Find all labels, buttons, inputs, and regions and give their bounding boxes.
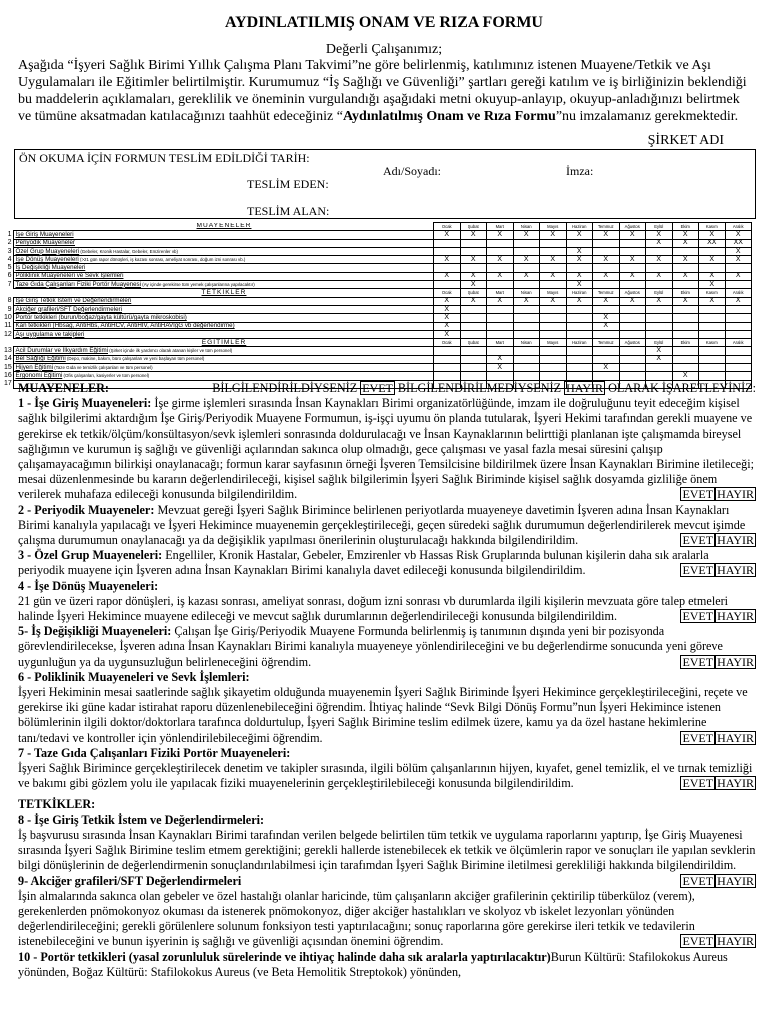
schedule-mark <box>513 322 540 330</box>
schedule-mark: X <box>725 297 752 305</box>
yes-no-boxes[interactable] <box>680 655 756 670</box>
schedule-mark: X <box>434 272 461 280</box>
name-label: Adı/Soyadı: <box>383 164 442 178</box>
schedule-mark: X <box>725 231 752 239</box>
schedule-mark <box>699 347 726 355</box>
schedule-mark <box>566 305 593 313</box>
schedule-mark: X <box>646 256 673 264</box>
schedule-mark <box>540 239 567 247</box>
schedule-mark: X <box>593 364 620 372</box>
schedule-mark <box>460 239 487 247</box>
schedule-mark <box>487 281 514 289</box>
schedule-mark: X <box>672 297 699 305</box>
schedule-mark <box>672 305 699 313</box>
table-row: 6 Poliklinik Muayeneleri ve Sevk İşlemleri X X X X X X X X X X X X <box>4 272 752 280</box>
schedule-mark <box>619 239 646 247</box>
schedule-mark <box>672 247 699 255</box>
schedule-mark: X <box>593 231 620 239</box>
schedule-mark: X <box>540 297 567 305</box>
evet-box[interactable]: EVET <box>682 533 714 548</box>
schedule-mark: X <box>540 231 567 239</box>
schedule-mark <box>593 330 620 338</box>
schedule-mark <box>725 372 752 380</box>
schedule-mark <box>593 372 620 380</box>
schedule-mark <box>487 305 514 313</box>
table-row: 11 Kan tetkikleri (Hbsag, AntiHbs, AntiHCV, AntiHIV, AntiHAVIgG vb değerlendirme) X X <box>4 322 752 330</box>
schedule-mark <box>699 305 726 313</box>
schedule-mark: XX <box>699 239 726 247</box>
evet-box[interactable]: EVET <box>682 873 714 888</box>
yes-no-boxes[interactable] <box>680 776 756 791</box>
schedule-mark <box>593 347 620 355</box>
schedule-mark <box>619 347 646 355</box>
schedule-mark <box>699 364 726 372</box>
schedule-mark <box>699 314 726 322</box>
schedule-mark <box>566 322 593 330</box>
evet-box[interactable]: EVET <box>682 654 714 669</box>
muayene-items <box>18 396 756 791</box>
delivery-date-label: ÖN OKUMA İÇİN FORMUN TESLİM EDİLDİĞİ TARİH: <box>19 151 310 165</box>
hayir-box[interactable]: HAYIR <box>717 776 754 791</box>
schedule-mark: X <box>460 231 487 239</box>
schedule-mark: X <box>672 372 699 380</box>
schedule-mark <box>699 330 726 338</box>
schedule-mark <box>566 314 593 322</box>
schedule-mark: X <box>593 272 620 280</box>
schedule-mark <box>566 355 593 363</box>
schedule-mark <box>646 314 673 322</box>
schedule-mark <box>487 347 514 355</box>
schedule-mark <box>540 247 567 255</box>
schedule-mark <box>646 305 673 313</box>
schedule-mark: X <box>646 231 673 239</box>
table-section-header: EĞİTİMLER Ocak Şubat Mart Nisan Mayıs Haziran Temmuz Ağustos Eylül Ekim Kasım Aralık <box>4 339 752 347</box>
schedule-mark <box>540 372 567 380</box>
schedule-mark: X <box>566 297 593 305</box>
schedule-mark <box>460 330 487 338</box>
schedule-mark: X <box>434 330 461 338</box>
schedule-mark: X <box>646 355 673 363</box>
consent-item: 7 - Taze Gıda Çalışanları Fiziki Portör Muayeneleri: İşyeri Sağlık Birimince gerçekleştirilecek denetim ve takipler sırasında, ilgili bölüm çalışanlarının hijyen, kıyafet, genel temizlik, el ve tırnak temizliği ve bakımı gibi gözlem yolu ile yapılacak fiziki muayenelerinin gerçekleştirilebileceği konusunda bilgilendirildim. EVET HAYIR <box>18 745 754 791</box>
schedule-mark <box>460 372 487 380</box>
table-row: 10 Portör tetkikleri (burun/boğaz/gayta kültürü/gayta mikroskobisi) X X <box>4 314 752 322</box>
schedule-mark: X <box>566 247 593 255</box>
yes-no-boxes[interactable] <box>680 731 756 746</box>
legend-hayir-box: HAYIR <box>566 381 604 395</box>
yes-no-boxes[interactable] <box>680 563 756 578</box>
schedule-mark <box>540 347 567 355</box>
schedule-mark: X <box>487 355 514 363</box>
schedule-mark <box>513 305 540 313</box>
schedule-mark <box>619 247 646 255</box>
schedule-mark <box>593 281 620 289</box>
table-row: 7 Taze Gıda Çalışanları Fiziki Portör Muayenesi (Ay içinde gerekirse tüm yemek çalışanlarına yapılacaktır) X X X <box>4 281 752 289</box>
received-by-label: TESLİM ALAN: <box>247 204 330 218</box>
hayir-box[interactable]: HAYIR <box>717 873 754 888</box>
schedule-mark <box>566 264 593 272</box>
schedule-mark <box>434 281 461 289</box>
schedule-mark: X <box>646 347 673 355</box>
evet-box[interactable]: EVET <box>682 934 714 949</box>
table-row: 13 Acil Durumlar ve İlkyardım Eğitimi (Şirket içinde ilk yardımcı olarak atanan kişiler ve tüm personel) X <box>4 347 752 355</box>
schedule-mark <box>566 364 593 372</box>
schedule-mark <box>540 355 567 363</box>
schedule-mark: X <box>619 272 646 280</box>
schedule-mark <box>460 322 487 330</box>
schedule-mark <box>460 247 487 255</box>
schedule-mark <box>460 305 487 313</box>
table-row: 17 <box>4 380 752 388</box>
schedule-mark: X <box>513 231 540 239</box>
schedule-mark: X <box>460 281 487 289</box>
consent-item: 1 - İşe Giriş Muayeneleri: İşe girme işlemleri sırasında İnsan Kaynakları Birimi organizatörlüğünde, imzam ile doğruluğunu teyit edeceğim kişisel sağlık bilgilerimi aktardığım İşe Giriş/Periyodik Muayene Formumun, iş-işçi uyumu ön planda tutularak, İşyeri Hekimi tarafından gerekli muayene ve gerekirse ek tetkik/ölçüm/konsültasyon/sevk işlemleri sonrasında doldurulacağı ve İnsan Kaynaklarının belirttiği planlanan işte çalışmamda bireysel sağlığımın ve kurumun iş sağlığı ve güvenliği açılarından sakınca olup olmadığı, gece çalışması ve yasal fazla mesai süresini çalışıp çalışamayacağımın bilirkişi onaylanacağı; formun karar sayfasının örneği İşveren Temsilcisine bildirilmek üzere İnsan Kaynakları Birimine iletileceği; mesai düzenlenmesinde bu kararın değerlendirileceği, kişisel sağlık bilgilerimin İşyeri Sağlık Biriminde kişisel sağlık dosyamda gizliliğe önem verilerek muhafaza edileceği konusunda bilgilendirildim. EVET HAYIR <box>18 396 755 502</box>
schedule-mark <box>593 305 620 313</box>
evet-box[interactable]: EVET <box>682 609 714 624</box>
schedule-mark <box>434 239 461 247</box>
schedule-mark: X <box>540 272 567 280</box>
schedule-mark: X <box>672 231 699 239</box>
schedule-mark <box>672 330 699 338</box>
form-title: AYDINLATILMIŞ ONAM VE RIZA FORMU <box>225 14 543 31</box>
schedule-mark <box>540 322 567 330</box>
schedule-mark <box>540 305 567 313</box>
schedule-mark <box>725 322 752 330</box>
legend-line <box>18 381 756 396</box>
consent-item: 9- Akciğer grafileri/SFT Değerlendirmeleri İşin almalarında sakınca olan gebeler ve özel hastalığı olanlar haricinde, tüm çalışanların akciğer grafilerinin çektirilip tüberküloz (verem), gerekenlerden pnömokonyoz okuması da istenerek pnömokonyoz, diğer akciğer hastalıkları ve skolyoz vb iskelet lezyonları yönünden değerlendirileceğini; gerekli görülenlere solunum fonksiyon testi yaptırılacağını; sonuç raporlarına göre gerekirse ileri tetkik ve tedavilerin istenebileceğini ve bunun işyerinin iş sağlığı ve güvenliği açısından önemini öğrendim. EVET HAYIR <box>18 873 754 949</box>
schedule-mark: X <box>593 322 620 330</box>
hayir-box[interactable]: HAYIR <box>717 934 754 949</box>
schedule-mark: X <box>619 297 646 305</box>
schedule-mark: X <box>699 281 726 289</box>
evet-box[interactable]: EVET <box>682 776 714 791</box>
table-row: 14 Bel Sağlığı Eğitimi (Depo, makine, bakım, büro çalışanları ve yeni başlayan tüm personel) X X <box>4 355 752 363</box>
schedule-mark <box>672 364 699 372</box>
schedule-mark <box>540 314 567 322</box>
table-row: 5 İş Değişikliği Muayeneleri <box>4 264 752 272</box>
schedule-mark: X <box>593 314 620 322</box>
schedule-mark <box>540 264 567 272</box>
yes-no-boxes[interactable] <box>680 874 756 889</box>
schedule-mark: X <box>487 364 514 372</box>
schedule-mark <box>593 239 620 247</box>
schedule-mark: X <box>540 256 567 264</box>
hayir-box[interactable]: HAYIR <box>717 654 754 669</box>
schedule-mark <box>672 355 699 363</box>
schedule-mark: X <box>699 272 726 280</box>
schedule-mark <box>619 305 646 313</box>
table-row: 1 İşe Giriş Muayeneleri X X X X X X X X X X X X <box>4 231 752 239</box>
schedule-mark: X <box>672 239 699 247</box>
schedule-mark <box>460 314 487 322</box>
table-row: 16 Ergonomi Eğitimi (Ofis çalışanları, kasiyerler ve tüm personel) X <box>4 372 752 380</box>
schedule-mark <box>619 322 646 330</box>
schedule-mark: X <box>646 272 673 280</box>
schedule-mark <box>513 355 540 363</box>
evet-box[interactable]: EVET <box>682 563 714 578</box>
schedule-mark <box>699 322 726 330</box>
schedule-mark <box>513 330 540 338</box>
schedule-mark <box>593 247 620 255</box>
greeting: Değerli Çalışanımız; <box>325 42 443 57</box>
schedule-mark <box>725 330 752 338</box>
consent-item: 8 - İşe Giriş Tetkik İstem ve Değerlendirmeleri: İş başvurusu sırasında İnsan Kaynakları Birimi tarafından verilen belgede belirtilen tüm tetkik ve uygulama raporlarını yaptırıp, İşe Giriş Muayenesi sırasında İşyeri Sağlık Birimine teslim etmem gerektiğini; gerekli hallerde istenebilecek ek tetkik ve ölçümlerin rapor ve sonuçları ile yapılan sevklerin bilgi dönüşlerinin de değerlendirmenin sonuçlandırılabilmesi için tarafımdan İşyeri Sağlık Birimine iletilmesi gerekliliği hakkında bilgilendirildim. EVET HAYIR <box>18 812 756 888</box>
table-row: 8 İşe Giriş Tetkik İstem ve Değerlendirmeleri X X X X X X X X X X X X <box>4 297 752 305</box>
schedule-mark <box>487 314 514 322</box>
schedule-mark <box>619 355 646 363</box>
schedule-mark <box>566 239 593 247</box>
schedule-mark <box>434 372 461 380</box>
signature-label: İmza: <box>566 164 594 178</box>
schedule-mark: X <box>487 256 514 264</box>
schedule-mark <box>699 372 726 380</box>
schedule-mark <box>725 364 752 372</box>
schedule-mark <box>566 372 593 380</box>
legend-instruction: BİLGİLENDİRİLDİYSENİZ EVET BİLGİLENDİRİLMEDİYSENİZ HAYIR OLARAK İŞARETLEYİNİZ: <box>212 381 756 395</box>
table-row: 3 Özel Grup Muayeneleri (Gebeler, Kronik Hastalar, Gebeler, Emzirenler vb) X X <box>4 247 752 255</box>
schedule-mark <box>540 364 567 372</box>
schedule-mark <box>646 281 673 289</box>
schedule-mark <box>593 355 620 363</box>
schedule-mark <box>487 247 514 255</box>
schedule-table <box>4 222 752 389</box>
schedule-mark <box>619 330 646 338</box>
schedule-mark: X <box>699 297 726 305</box>
schedule-mark: X <box>699 256 726 264</box>
schedule-mark <box>672 322 699 330</box>
schedule-mark: X <box>460 256 487 264</box>
hayir-box[interactable]: HAYIR <box>717 563 754 578</box>
schedule-mark: X <box>672 272 699 280</box>
schedule-mark <box>725 314 752 322</box>
schedule-mark: X <box>513 256 540 264</box>
schedule-mark: X <box>566 256 593 264</box>
schedule-mark: X <box>434 256 461 264</box>
schedule-mark <box>646 247 673 255</box>
consent-item: 10 - Portör tetkikleri (yasal zorunluluk sürelerinde ve ihtiyaç halinde daha sık aralarla yaptırılacaktır)Burun Kültürü: Stafilokokus Aureus yönünden, Boğaz Kültürü: Stafilokokus Aureus (ve Beta Hemolitik Streptokok) yönünden, <box>18 949 728 979</box>
schedule-mark <box>487 239 514 247</box>
schedule-mark <box>725 264 752 272</box>
schedule-mark: X <box>593 256 620 264</box>
consent-body <box>18 381 756 980</box>
schedule-mark <box>540 330 567 338</box>
hayir-box[interactable]: HAYIR <box>717 609 754 624</box>
schedule-mark <box>513 281 540 289</box>
schedule-mark <box>672 264 699 272</box>
schedule-mark <box>725 347 752 355</box>
schedule-mark: X <box>593 297 620 305</box>
schedule-mark <box>699 247 726 255</box>
hayir-box[interactable]: HAYIR <box>717 487 754 502</box>
schedule-mark <box>725 281 752 289</box>
schedule-mark <box>619 364 646 372</box>
hayir-box[interactable]: HAYIR <box>717 533 754 548</box>
table-row: 2 Periyodik Muayeneler X X XX XX <box>4 239 752 247</box>
schedule-mark: X <box>434 231 461 239</box>
schedule-mark <box>487 322 514 330</box>
schedule-mark: X <box>725 256 752 264</box>
schedule-mark: X <box>566 272 593 280</box>
schedule-mark <box>619 281 646 289</box>
schedule-mark <box>619 264 646 272</box>
schedule-mark: X <box>434 322 461 330</box>
schedule-mark <box>434 247 461 255</box>
delivery-box <box>14 149 756 219</box>
schedule-mark: X <box>487 272 514 280</box>
schedule-mark <box>646 264 673 272</box>
schedule-mark: X <box>513 297 540 305</box>
schedule-mark <box>672 281 699 289</box>
schedule-mark <box>487 372 514 380</box>
schedule-mark: X <box>725 247 752 255</box>
delivered-by-label: TESLİM EDEN: <box>247 177 329 191</box>
schedule-mark <box>513 314 540 322</box>
schedule-mark: X <box>434 305 461 313</box>
schedule-mark: X <box>699 231 726 239</box>
section-muayeneler: MUAYENELER: <box>18 381 109 395</box>
evet-box[interactable]: EVET <box>682 487 714 502</box>
schedule-mark <box>487 264 514 272</box>
schedule-mark: X <box>646 239 673 247</box>
schedule-mark <box>725 305 752 313</box>
table-row: 4 İşe Dönüş Muayeneleri (>21 gün rapor dönüşleri, iş kazası sonrası, ameliyat sonrası, doğum izni sonrası vb.) X X X X X X X X X X X X <box>4 256 752 264</box>
schedule-mark <box>672 314 699 322</box>
schedule-mark <box>619 314 646 322</box>
schedule-mark <box>513 364 540 372</box>
schedule-mark <box>513 247 540 255</box>
evet-box[interactable]: EVET <box>682 730 714 745</box>
schedule-mark <box>699 264 726 272</box>
schedule-mark <box>513 372 540 380</box>
consent-item: 3 - Özel Grup Muayeneleri: Engelliler, Kronik Hastalar, Gebeler, Emzirenler vb Hassas Risk Gruplarında bulunan kişilerin daha sık aralarla periyodik muayene için İşveren adına İnsan Kaynakları Birimi kanalıyla davet edileceği konusunda bilgilendirildim. EVET HAYIR <box>18 548 754 578</box>
schedule-mark: X <box>619 256 646 264</box>
schedule-mark: X <box>672 256 699 264</box>
schedule-mark <box>540 281 567 289</box>
schedule-mark: X <box>566 231 593 239</box>
table-row: 9 Akciğer grafileri/SFT Değerlendirmeleri X <box>4 305 752 313</box>
schedule-mark: X <box>487 297 514 305</box>
schedule-mark <box>460 355 487 363</box>
schedule-mark: X <box>725 272 752 280</box>
tetkik-items <box>18 813 756 980</box>
schedule-mark <box>672 347 699 355</box>
schedule-mark: X <box>460 272 487 280</box>
schedule-mark <box>434 364 461 372</box>
table-row: 15 Hijyen Eğitimi (Taze Gıda ve temizlik çalışanları ve tüm personel) X X <box>4 364 752 372</box>
schedule-mark <box>619 372 646 380</box>
schedule-mark <box>593 264 620 272</box>
schedule-mark <box>646 372 673 380</box>
schedule-mark <box>460 364 487 372</box>
schedule-mark <box>646 330 673 338</box>
schedule-mark: X <box>487 231 514 239</box>
legend-evet-box: EVET <box>362 381 393 395</box>
schedule-mark <box>434 355 461 363</box>
schedule-mark <box>566 330 593 338</box>
schedule-mark <box>646 364 673 372</box>
table-row: 12 Aşı uygulama ve takipleri X <box>4 330 752 338</box>
schedule-mark <box>434 264 461 272</box>
consent-item: 4 - İşe Dönüş Muayeneleri: 21 gün ve üzeri rapor dönüşleri, iş kazası sonrası, ameliyat sonrası, doğum izni sonrası vb durumlarda ilgili kişilerin mevzuata göre talep etmeleri halinde İşyeri Hekimince muayene edileceği ve mevcut sağlık durumlarının değerlendirileceği konusunda bilgilendirildim. EVET HAYIR <box>18 578 754 624</box>
schedule-mark <box>646 322 673 330</box>
schedule-mark <box>434 347 461 355</box>
hayir-box[interactable]: HAYIR <box>717 730 754 745</box>
schedule-mark <box>513 347 540 355</box>
yes-no-boxes[interactable] <box>680 609 756 624</box>
schedule-mark: X <box>460 297 487 305</box>
consent-item: 5- İş Değişikliği Muayeneleri: Çalışan İşe Giriş/Periyodik Muayene Formunda belirlenmiş iş tanımının dışında yeni bir pozisyonda görevlendirilecekse, İşveren adına İnsan Kaynakları Birimi kanalıyla muayeneye yönlendirileceğini ve bu değerlendirme sonucunda yeni göreve uygunluğun ya da uygunsuzluğun belirleneceğini öğrendim. EVET HAYIR <box>18 624 754 669</box>
schedule-mark <box>725 355 752 363</box>
schedule-mark <box>513 264 540 272</box>
schedule-mark <box>699 355 726 363</box>
schedule-mark: X <box>434 297 461 305</box>
yes-no-boxes[interactable] <box>680 934 756 949</box>
table-section-header: MUAYENELER Ocak Şubat Mart Nisan Mayıs Haziran Temmuz Ağustos Eylül Ekim Kasım Aralık <box>4 223 752 231</box>
schedule-mark <box>487 330 514 338</box>
yes-no-boxes[interactable] <box>680 533 756 548</box>
schedule-mark: X <box>646 297 673 305</box>
schedule-mark <box>513 239 540 247</box>
schedule-mark: X <box>566 281 593 289</box>
table-section-header: TETKİKLER Ocak Şubat Mart Nisan Mayıs Haziran Temmuz Ağustos Eylül Ekim Kasım Aralık <box>4 289 752 297</box>
schedule-mark <box>460 264 487 272</box>
company-name: ŞİRKET ADI <box>647 133 724 148</box>
schedule-mark <box>566 347 593 355</box>
consent-item: 2 - Periyodik Muayeneler: Mevzuat gereği İşyeri Sağlık Birimince belirlenen periyotlarda muayeneye davetimin İşveren adına İnsan Kaynakları Birimi kanalıyla yapılacağı ve İşyeri Hekimince muayenemin gerçekleştirileceği, geçen süredeki sağlık durumumun değerlendirilerek mevcut işimde çalışma durumumun onaylanacağı ya da değişiklik yapılması önerilerinin oluşturulacağı hakkında bilgilendirildim. EVET HAYIR <box>18 502 754 548</box>
yes-no-boxes[interactable] <box>680 487 756 502</box>
section-tetkikler: TETKİKLER: <box>18 797 96 812</box>
schedule-mark <box>460 347 487 355</box>
intro-paragraph: Aşağıda “İşyeri Sağlık Birimi Yıllık Çalışma Planı Takvimi”ne göre belirlenmiş, katılımınız istenen Muayene/Tetkik ve Aşı Uygulamaları ile Eğitimler belirtilmiştir. Kurumumuz “İş Sağlığı ve Güvenliği” şartları gereği katılım ve iş birliğinizin beklendiği bu maddelerin açıklamaları, gereklilik ve öneminin vurgulandığı aşağıdaki metni okuyup-anlayıp, okuyup-anladığınızı belirtmek ve tümüne aksatmadan katılacağınızı taahhüt edeceğiniz “Aydınlatılmış Onam ve Rıza Formu”nu imzalamanız gerekmektedir. <box>18 58 747 124</box>
schedule-mark: X <box>619 231 646 239</box>
schedule-mark: X <box>513 272 540 280</box>
schedule-mark: XX <box>725 239 752 247</box>
consent-item: 6 - Poliklinik Muayeneleri ve Sevk İşlemleri: İşyeri Hekiminin mesai saatlerinde sağlık şikayetim olduğunda muayenemin İşyeri Sağlık Biriminde İşyeri Hekimince gerçekleştirileceğini, reçete ve gerekirse iki güne kadar istirahat raporu düzenlenebileceğini öğrendim. İhtiyaç halinde “Sevk Bilgi Dönüş Formu”nun İşyeri Hekimince istenen bölümlerinin ilgili doktor/doktorlara tarafınca doldurtulup, İşyeri Sağlık Birimine teslim edilmek üzere, kamu ya da özel hastane hekimlerine tanı/tedavi ve kontroller için yönlendirilebileceğimi öğrendim. EVET HAYIR <box>18 669 754 745</box>
schedule-mark: X <box>434 314 461 322</box>
